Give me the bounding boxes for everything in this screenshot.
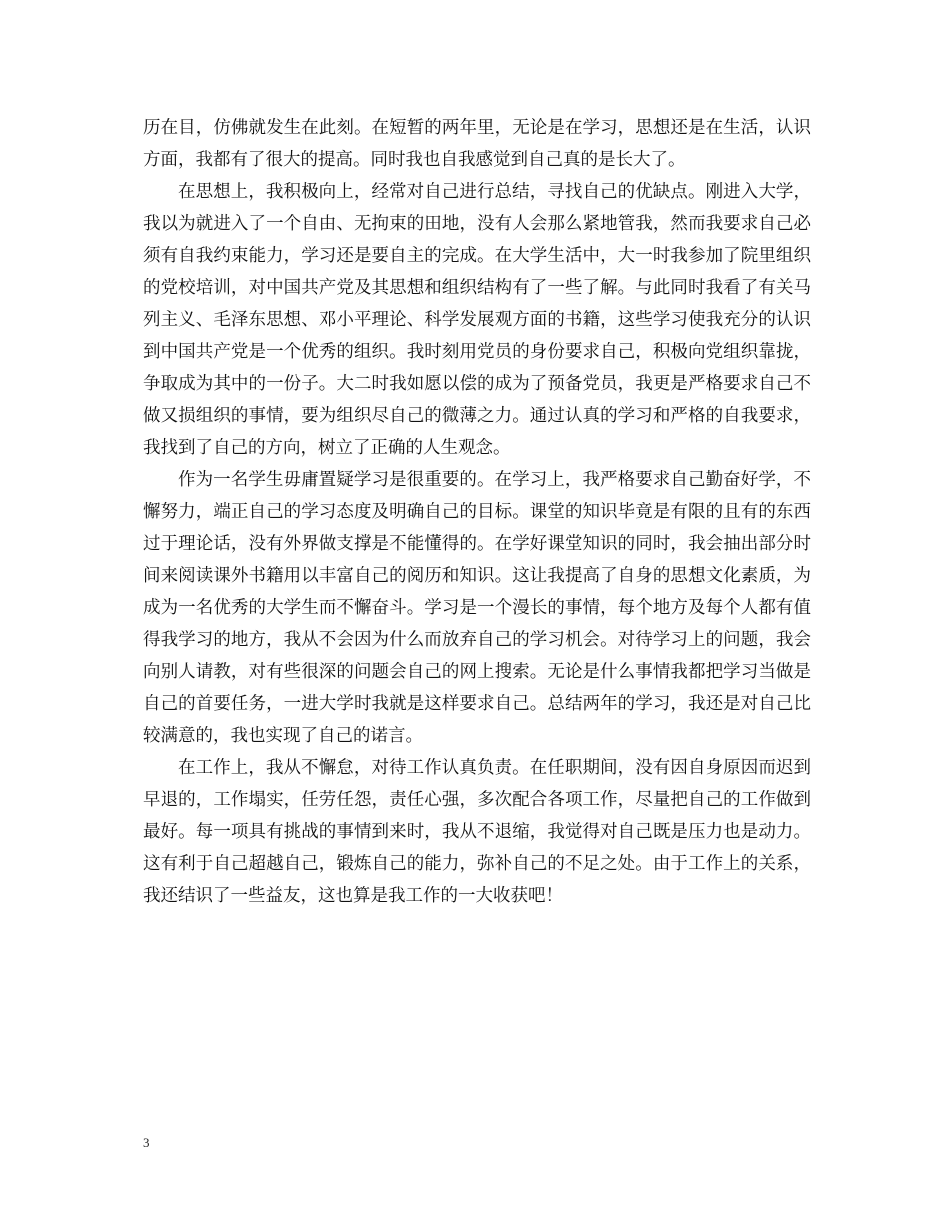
body-text: [143, 112, 811, 912]
paragraph-continuation: 历在目，仿佛就发生在此刻。在短暂的两年里，无论是在学习，思想还是在生活，认识方面，我都有了很大的提高。同时我也自我感觉到自己真的是长大了。: [143, 118, 811, 170]
page-number: 3: [143, 1135, 150, 1150]
paragraph-thought: 在思想上，我积极向上，经常对自己进行总结，寻找自己的优缺点。刚进入大学，我以为就进入了一个自由、无拘束的田地，没有人会那么紧地管我，然而我要求自己必须有自我约束能力，学习还是要自主的完成。在大学生活中，大一时我参加了院里组织的党校培训，对中国共产党及其思想和组织结构有了一些了解。与此同时我看了有关马列主义、毛泽东思想、邓小平理论、科学发展观方面的书籍，这些学习使我充分的认识到中国共产党是一个优秀的组织。我时刻用党员的身份要求自己，积极向党组织靠拢，争取成为其中的一份子。大二时我如愿以偿的成为了预备党员，我更是严格要求自己不做又损组织的事情，要为组织尽自己的微薄之力。通过认真的学习和严格的自我要求，我找到了自己的方向，树立了正确的人生观念。: [143, 182, 811, 458]
paragraph-work: 在工作上，我从不懈怠，对待工作认真负责。在任职期间，没有因自身原因而迟到早退的，工作塌实，任劳任怨，责任心强，多次配合各项工作，尽量把自己的工作做到最好。每一项具有挑战的事情到来时，我从不退缩，我觉得对自己既是压力也是动力。这有利于自己超越自己，锻炼自己的能力，弥补自己的不足之处。由于工作上的关系，我还结识了一些益友，这也算是我工作的一大收获吧！: [143, 758, 811, 906]
paragraph-study: 作为一名学生毋庸置疑学习是很重要的。在学习上，我严格要求自己勤奋好学，不懈努力，端正自己的学习态度及明确自己的目标。课堂的知识毕竟是有限的且有的东西过于理论话，没有外界做支撑是不能懂得的。在学好课堂知识的同时，我会抽出部分时间来阅读课外书籍用以丰富自己的阅历和知识。这让我提高了自身的思想文化素质，为成为一名优秀的大学生而不懈奋斗。学习是一个漫长的事情，每个地方及每个人都有值得我学习的地方，我从不会因为什么而放弃自己的学习机会。对待学习上的问题，我会向别人请教，对有些很深的问题会自己的网上搜索。无论是什么事情我都把学习当做是自己的首要任务，一进大学时我就是这样要求自己。总结两年的学习，我还是对自己比较满意的，我也实现了自己的诺言。: [143, 470, 811, 746]
